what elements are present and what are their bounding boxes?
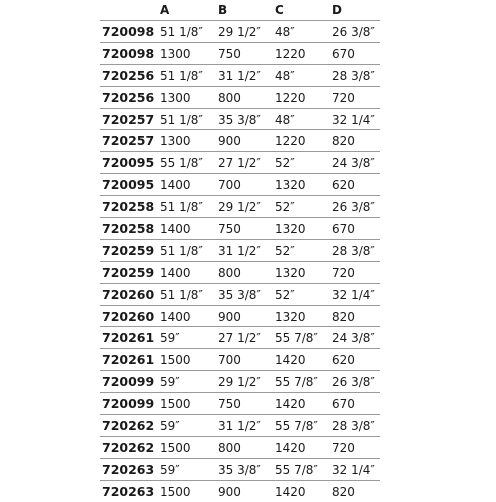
product-code: 720261: [102, 330, 155, 346]
cell-c: 55 7/8″: [275, 462, 318, 477]
cell-c: 1220: [275, 134, 306, 149]
cell-c: 1420: [275, 440, 306, 455]
cell-c: 48″: [275, 68, 295, 83]
cell-b: 750: [218, 222, 241, 237]
table-row: [100, 129, 380, 151]
product-code: 720099: [102, 396, 155, 412]
cell-d: 26 3/8″: [332, 375, 375, 390]
product-code: 720259: [102, 242, 155, 258]
product-code: 720258: [102, 221, 155, 237]
cell-b: 29 1/2″: [218, 25, 261, 39]
cell-d: 26 3/8″: [332, 25, 375, 39]
cell-a: 59″: [160, 331, 180, 346]
product-code: 720258: [102, 199, 155, 215]
cell-b: 800: [218, 440, 241, 455]
product-code: 720259: [102, 264, 155, 280]
table-row: [100, 283, 380, 305]
product-code: 720257: [102, 133, 155, 149]
cell-a: 51 1/8″: [160, 112, 203, 127]
table-row: [100, 108, 380, 130]
cell-b: 35 3/8″: [218, 287, 261, 302]
table-header: [100, 0, 380, 20]
cell-c: 1320: [275, 178, 306, 193]
table-row: [100, 42, 380, 64]
cell-d: 28 3/8″: [332, 419, 375, 434]
cell-b: 29 1/2″: [218, 375, 261, 390]
cell-a: 1400: [160, 309, 191, 324]
cell-d: 32 1/4″: [332, 112, 375, 127]
cell-a: 1400: [160, 222, 191, 237]
cell-b: 29 1/2″: [218, 200, 261, 215]
cell-b: 27 1/2″: [218, 331, 261, 346]
cell-b: 750: [218, 397, 241, 412]
product-code: 720098: [102, 45, 155, 61]
cell-c: 52″: [275, 243, 295, 258]
cell-b: 700: [218, 178, 241, 193]
product-code: 720261: [102, 352, 155, 368]
cell-a: 51 1/8″: [160, 25, 203, 39]
cell-d: 32 1/4″: [332, 462, 375, 477]
cell-d: 820: [332, 134, 355, 149]
cell-a: 1400: [160, 178, 191, 193]
table-row: [100, 436, 380, 458]
cell-a: 51 1/8″: [160, 68, 203, 83]
cell-c: 52″: [275, 156, 295, 171]
cell-c: 1420: [275, 397, 306, 412]
table-row: [100, 348, 380, 370]
cell-a: 1500: [160, 484, 191, 499]
product-code: 720095: [102, 177, 155, 193]
table-row: [100, 86, 380, 108]
cell-a: 1300: [160, 90, 191, 105]
cell-d: 720: [332, 90, 355, 105]
table-row: [100, 261, 380, 283]
cell-d: 620: [332, 178, 355, 193]
cell-d: 670: [332, 397, 355, 412]
table-row: [100, 173, 380, 195]
table-row: [100, 326, 380, 348]
cell-d: 26 3/8″: [332, 200, 375, 215]
cell-b: 31 1/2″: [218, 243, 261, 258]
table-row: [100, 20, 380, 42]
cell-a: 1300: [160, 46, 191, 61]
cell-d: 720: [332, 265, 355, 280]
table-row: [100, 217, 380, 239]
cell-c: 1220: [275, 90, 306, 105]
cell-c: 55 7/8″: [275, 419, 318, 434]
cell-d: 24 3/8″: [332, 156, 375, 171]
cell-b: 800: [218, 265, 241, 280]
product-code: 720095: [102, 155, 155, 171]
cell-b: 31 1/2″: [218, 419, 261, 434]
table-row: [100, 151, 380, 173]
column-header-d: D: [332, 3, 343, 17]
product-code: 720263: [102, 483, 155, 499]
product-code: 720099: [102, 374, 155, 390]
cell-a: 1400: [160, 265, 191, 280]
cell-b: 700: [218, 353, 241, 368]
product-code: 720263: [102, 461, 155, 477]
cell-a: 59″: [160, 375, 180, 390]
cell-d: 28 3/8″: [332, 68, 375, 83]
cell-a: 55 1/8″: [160, 156, 203, 171]
table-row: [100, 392, 380, 414]
cell-d: 28 3/8″: [332, 243, 375, 258]
cell-b: 900: [218, 484, 241, 499]
cell-c: 52″: [275, 200, 295, 215]
cell-d: 720: [332, 440, 355, 455]
cell-c: 52″: [275, 287, 295, 302]
table-row: [100, 480, 380, 502]
product-code: 720260: [102, 308, 155, 324]
table-row: [100, 305, 380, 327]
cell-c: 55 7/8″: [275, 375, 318, 390]
cell-c: 1220: [275, 46, 306, 61]
product-code: 720257: [102, 111, 155, 127]
cell-a: 1500: [160, 440, 191, 455]
cell-b: 35 3/8″: [218, 112, 261, 127]
table-row: [100, 239, 380, 261]
cell-c: 1420: [275, 353, 306, 368]
column-header-b: B: [218, 3, 228, 17]
cell-a: 1300: [160, 134, 191, 149]
cell-a: 1500: [160, 353, 191, 368]
cell-c: 55 7/8″: [275, 331, 318, 346]
product-code: 720256: [102, 89, 155, 105]
cell-b: 800: [218, 90, 241, 105]
table-row: [100, 195, 380, 217]
cell-d: 620: [332, 353, 355, 368]
cell-b: 900: [218, 309, 241, 324]
table-row: [100, 458, 380, 480]
cell-d: 820: [332, 484, 355, 499]
cell-d: 670: [332, 46, 355, 61]
cell-c: 1320: [275, 265, 306, 280]
product-code: 720262: [102, 418, 155, 434]
cell-c: 48″: [275, 25, 295, 39]
cell-b: 900: [218, 134, 241, 149]
cell-a: 51 1/8″: [160, 287, 203, 302]
cell-b: 750: [218, 46, 241, 61]
cell-a: 51 1/8″: [160, 243, 203, 258]
cell-d: 670: [332, 222, 355, 237]
cell-c: 1320: [275, 309, 306, 324]
table-body: [100, 20, 380, 502]
column-header-a: A: [160, 3, 170, 17]
column-header-c: C: [275, 3, 285, 17]
table-row: [100, 414, 380, 436]
product-code: 720098: [102, 24, 155, 39]
cell-b: 31 1/2″: [218, 68, 261, 83]
cell-d: 24 3/8″: [332, 331, 375, 346]
cell-d: 820: [332, 309, 355, 324]
cell-c: 1420: [275, 484, 306, 499]
table-row: [100, 64, 380, 86]
cell-c: 48″: [275, 112, 295, 127]
product-code: 720256: [102, 67, 155, 83]
cell-c: 1320: [275, 222, 306, 237]
table-row: [100, 370, 380, 392]
cell-a: 1500: [160, 397, 191, 412]
cell-b: 27 1/2″: [218, 156, 261, 171]
cell-b: 35 3/8″: [218, 462, 261, 477]
cell-a: 59″: [160, 419, 180, 434]
cell-a: 59″: [160, 462, 180, 477]
cell-d: 32 1/4″: [332, 287, 375, 302]
product-code: 720262: [102, 439, 155, 455]
cell-a: 51 1/8″: [160, 200, 203, 215]
product-code: 720260: [102, 286, 155, 302]
